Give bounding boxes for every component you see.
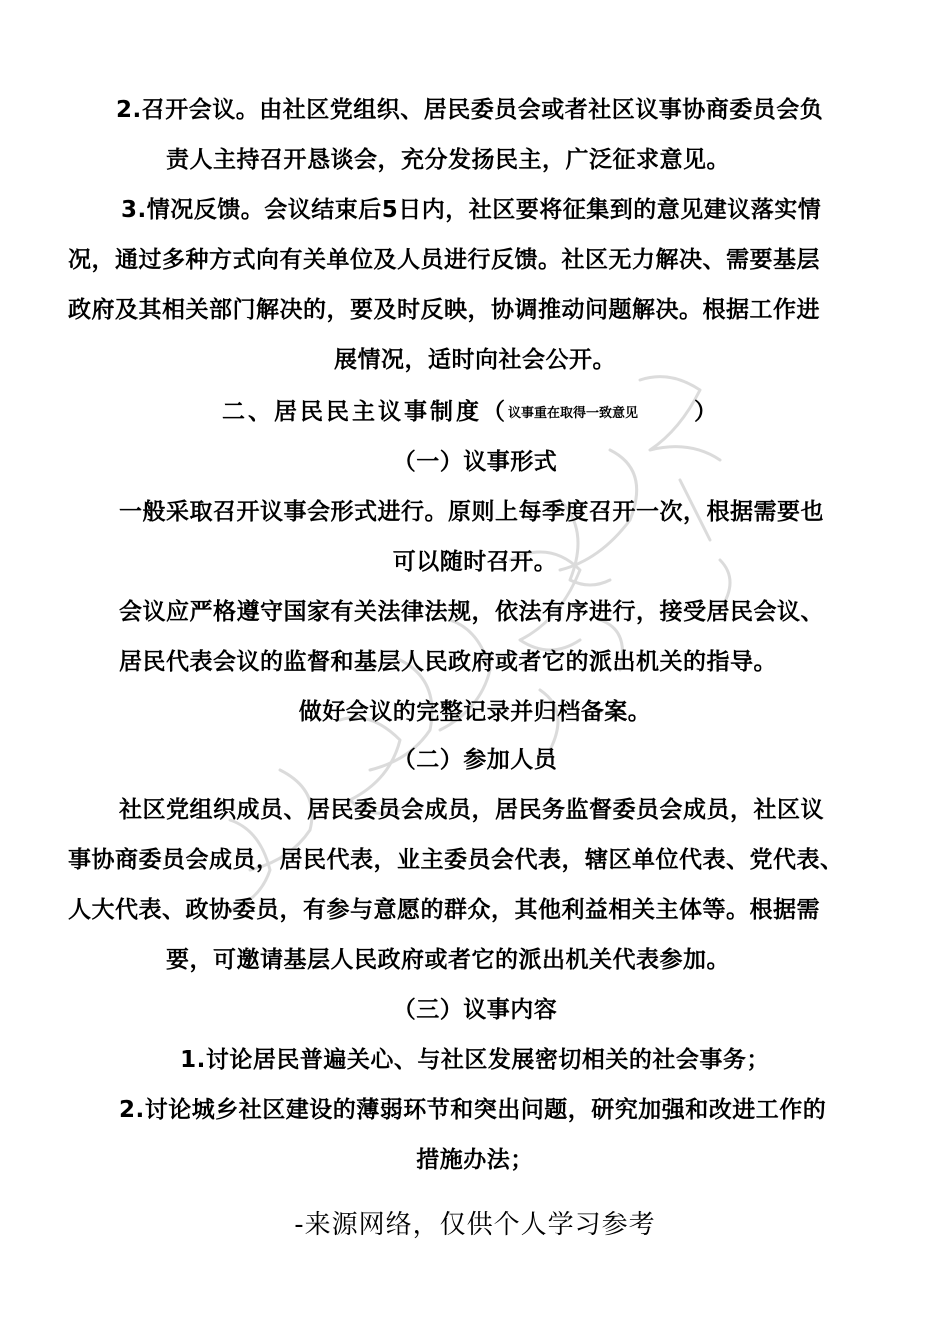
watermark-graphic: [180, 360, 820, 920]
paragraph-line: 政府及其相关部门解决的，要及时反映，协调推动问题解决。根据工作进: [68, 297, 820, 323]
paragraph-line: 事协商委员会成员，居民代表，业主委员会代表，辖区单位代表、党代表、: [68, 847, 844, 873]
paragraph-line: 况，通过多种方式向有关单位及人员进行反馈。社区无力解决、需要基层: [68, 247, 820, 273]
paragraph-line: 2.召开会议。由社区党组织、居民委员会或者社区议事协商委员会负: [116, 97, 824, 123]
footer-note: -来源网络，仅供个人学习参考: [294, 1210, 656, 1240]
subsection-title: （二）参加人员: [392, 747, 558, 773]
paragraph-line: 3.情况反馈。会议结束后5日内，社区要将征集到的意见建议落实情: [121, 197, 822, 223]
paragraph-line: 1.讨论居民普遍关心、与社区发展密切相关的社会事务；: [180, 1047, 770, 1073]
paragraph-line: 会议应严格遵守国家有关法律法规，依法有序进行，接受居民会议、: [119, 599, 824, 625]
subsection-title: （一）议事形式: [392, 449, 558, 475]
section-heading-note: 议事重在取得一致意见: [508, 406, 639, 421]
paragraph-line: 人大代表、政协委员，有参与意愿的群众，其他利益相关主体等。根据需: [68, 897, 820, 923]
paragraph-line: 责人主持召开恳谈会，充分发扬民主，广泛征求意见。: [166, 147, 730, 173]
paragraph-line: 做好会议的完整记录并归档备案。: [298, 699, 652, 725]
section-heading: [222, 397, 720, 429]
paragraph-line: 可以随时召开。: [392, 549, 558, 575]
section-heading-title: 二、居民民主议事制度（: [222, 399, 508, 425]
paragraph-line: 居民代表会议的监督和基层人民政府或者它的派出机关的指导。: [119, 649, 777, 675]
paragraph-line: 要，可邀请基层人民政府或者它的派出机关代表参加。: [166, 947, 730, 973]
section-heading-close: ）: [694, 399, 721, 425]
paragraph-line: 社区党组织成员、居民委员会成员，居民务监督委员会成员，社区议: [119, 797, 824, 823]
paragraph-line: 2.讨论城乡社区建设的薄弱环节和突出问题，研究加强和改进工作的: [119, 1097, 827, 1123]
paragraph-line: 一般采取召开议事会形式进行。原则上每季度召开一次，根据需要也: [119, 499, 824, 525]
paragraph-line: 措施办法；: [416, 1147, 534, 1173]
subsection-title: （三）议事内容: [392, 997, 558, 1023]
paragraph-line: 展情况，适时向社会公开。: [334, 347, 616, 373]
